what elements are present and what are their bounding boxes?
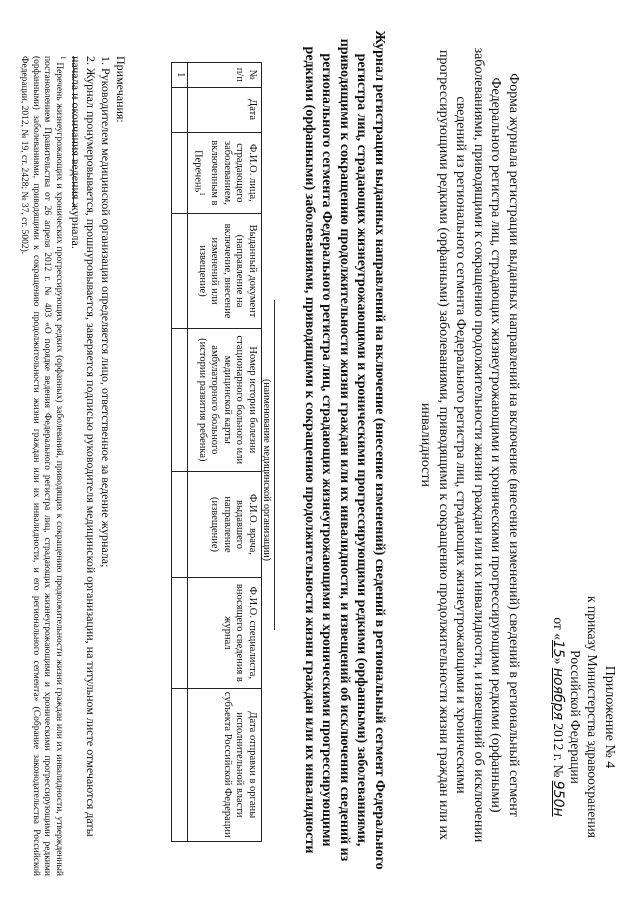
table-cell bbox=[172, 688, 188, 841]
table-cell bbox=[172, 578, 188, 688]
table-cell: 1 bbox=[172, 63, 188, 88]
table-cell bbox=[172, 471, 188, 577]
appendix-order-line: к приказу Министерства здравоохранения bbox=[585, 596, 600, 838]
footnote-number: 1 bbox=[59, 56, 67, 60]
table-header-row bbox=[188, 63, 262, 842]
col-header-date: Дата bbox=[188, 87, 262, 132]
table-cell bbox=[172, 87, 188, 132]
col-header-sent-date: Дата отправки в органы исполнительной власти субъекта Российской Федерации bbox=[188, 688, 262, 841]
col-header-patient-name bbox=[188, 132, 262, 214]
table-row bbox=[172, 63, 188, 842]
table-cell bbox=[172, 328, 188, 471]
appendix-number: Приложение № 4 bbox=[602, 665, 617, 769]
appendix-date-line bbox=[549, 567, 567, 867]
org-caption: (наименование медицинской организации) bbox=[261, 378, 272, 562]
notes-title: Примечания: bbox=[114, 56, 128, 123]
handwritten-order-number: 950н bbox=[550, 780, 566, 817]
appendix-header bbox=[549, 567, 618, 867]
col-header-specialist-name: Ф.И.О. специалиста, вносящего сведения в журнал bbox=[188, 578, 262, 688]
date-year: 2012 г. № bbox=[551, 723, 566, 778]
form-title: Форма журнала регистрации выданных направлений на включение (внесение изменений) сведений в региональный сегмент Федерального регистра лиц, страдающих жизнеугрожающими и хроническими прогрессирующими редкими (орфанными) заболеваниями, приводящими к сокращению продолжительности жизни граждан или их инвалидности, и извещений об исключении сведений из регионального сегмента Федерального регистра лиц, страдающих жизнеугрожающими и хроническими прогрессирующими редкими (орфанными) заболеваниями, приводящими к сокращению продолжительности жизни граждан или их инвалидности bbox=[418, 47, 521, 843]
col-header-record-number: Номер истории болезни стационарного больного или медицинской карты амбулаторного больного (истории развития ребенка) bbox=[188, 328, 262, 471]
journal-table bbox=[172, 62, 263, 842]
table-cell bbox=[172, 132, 188, 214]
date-mid: » bbox=[551, 657, 566, 665]
note-item-2: 2. Журнал пронумеровывается, прошнуровывается, заверяется подписью руководителя медицинской организации, на титульном листе отмечаются даты начала и окончания ведения журнала. bbox=[69, 56, 98, 837]
notes-section bbox=[68, 56, 128, 856]
col-header-document: Выданный документ (направление на включение, внесение изменений или извещение) bbox=[188, 214, 262, 328]
col-header-doctor-name: Ф.И.О. врача, выдавшего направление (извещение) bbox=[188, 471, 262, 577]
col-header-patient-name-text: Ф.И.О. лица, страдающего заболеванием, включенным в Перечень bbox=[192, 140, 258, 206]
table-cell bbox=[172, 214, 188, 328]
handwritten-month: ноября bbox=[550, 667, 566, 720]
footnote-divider bbox=[73, 56, 74, 206]
footnote bbox=[18, 56, 68, 876]
footnote-mark: 1 bbox=[198, 192, 206, 196]
note-item-1: 1. Руководителем медицинской организации определяется лицо, ответственное за ведение журнала; bbox=[99, 56, 113, 568]
handwritten-day: 15 bbox=[550, 639, 566, 658]
appendix-ministry-line: Российской Федерации bbox=[568, 650, 583, 784]
footnote-text: Перечень жизнеугрожающих и хронических прогрессирующих редких (орфанных) заболеваний, приводящих к сокращению продолжительности жизни граждан или их инвалидности, утвержденный постановлением Правительства от 26 апреля 2012 г. № 403 «О порядке ведения Федерального регистра лиц, страдающих жизнеугрожающими и хроническими прогрессирующими редкими (орфанными) заболеваниями, приводящими к сокращению продолжительности жизни граждан или их инвалидности, и его регионального сегмента» (Собрание законодательства Российской Федерации, 2012, № 19, ст. 2428; № 37, ст. 5002). bbox=[19, 56, 64, 877]
org-name-line bbox=[274, 300, 275, 630]
col-header-number: № п/п bbox=[188, 63, 262, 88]
date-prefix: от « bbox=[551, 617, 566, 640]
journal-title: Журнал регистрации выданных направлений на включение (внесение изменений) сведений в региональный сегмент Федерального регистра лиц, страдающих жизнеугрожающими и хроническими прогрессирующими редкими (орфанными) заболеваниями, приводящими к сокращению продолжительности жизни граждан или их инвалидности, и извещений об исключении сведений из регионального сегмента Федерального регистра лиц, страдающих жизнеугрожающими и хроническими прогрессирующими редкими (орфанными) заболеваниями, приводящими к сокращению продолжительности жизни граждан или их инвалидности bbox=[302, 30, 387, 870]
